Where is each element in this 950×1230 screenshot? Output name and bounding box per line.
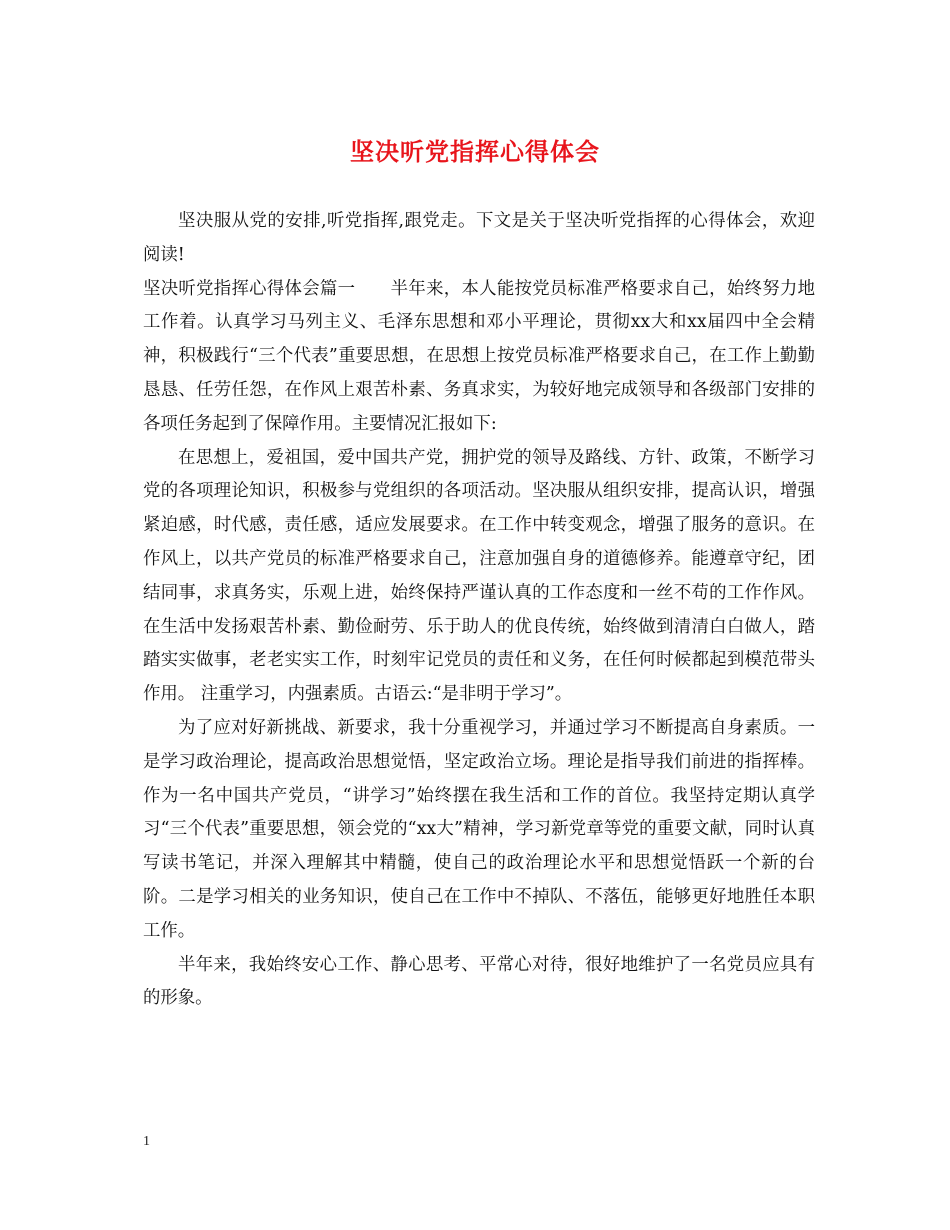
document-title: 坚决听党指挥心得体会: [350, 138, 600, 166]
paragraph-intro: 坚决服从党的安排,听党指挥,跟党走。下文是关于坚决听党指挥的心得体会，欢迎阅读!: [143, 211, 815, 265]
paragraph-study: 为了应对好新挑战、新要求，我十分重视学习，并通过学习不断提高自身素质。一是学习政治理论，提高政治思想觉悟，坚定政治立场。理论是指导我们前进的指挥棒。作为一名中国共产党员，“讲学习”始终摆在我生活和工作的首位。我坚持定期认真学习“三个代表”重要思想，领会党的“xx大”精神，学习新党章等党的重要文献，同时认真写读书笔记，并深入理解其中精髓，使自己的政治理论水平和思想觉悟跃一个新的台阶。二是学习相关的业务知识，使自己在工作中不掉队、不落伍，能够更好地胜任本职工作。: [143, 717, 815, 941]
paragraph-section-one: 坚决听党指挥心得体会篇一 半年来，本人能按党员标准严格要求自己，始终努力地工作着。认真学习马列主义、毛泽东思想和邓小平理论，贯彻xx大和xx届四中全会精神，积极践行“三个代表”重要思想，在思想上按党员标准严格要求自己，在工作上勤勤恳恳、任劳任怨，在作风上艰苦朴素、务真求实，为较好地完成领导和各级部门安排的各项任务起到了保障作用。主要情况汇报如下:: [143, 278, 815, 434]
paragraph-conclusion: 半年来，我始终安心工作、静心思考、平常心对待，很好地维护了一名党员应具有的形象。: [143, 954, 815, 1009]
page-number: 1: [143, 1134, 150, 1149]
paragraph-ideology: 在思想上，爱祖国，爱中国共产党，拥护党的领导及路线、方针、政策，不断学习党的各项理论知识，积极参与党组织的各项活动。坚决服从组织安排，提高认识，增强紧迫感，时代感，责任感，适应发展要求。在工作中转变观念，增强了服务的意识。在作风上，以共产党员的标准严格要求自己，注意加强自身的道德修养。能遵章守纪，团结同事，求真务实，乐观上进，始终保持严谨认真的工作态度和一丝不苟的工作作风。在生活中发扬艰苦朴素、勤俭耐劳、乐于助人的优良传统，始终做到清清白白做人，踏踏实实做事，老老实实工作，时刻牢记党员的责任和义务，在任何时候都起到模范带头作用。 注重学习，内强素质。古语云:“是非明于学习”。: [143, 447, 815, 705]
document-body: [143, 205, 815, 1016]
